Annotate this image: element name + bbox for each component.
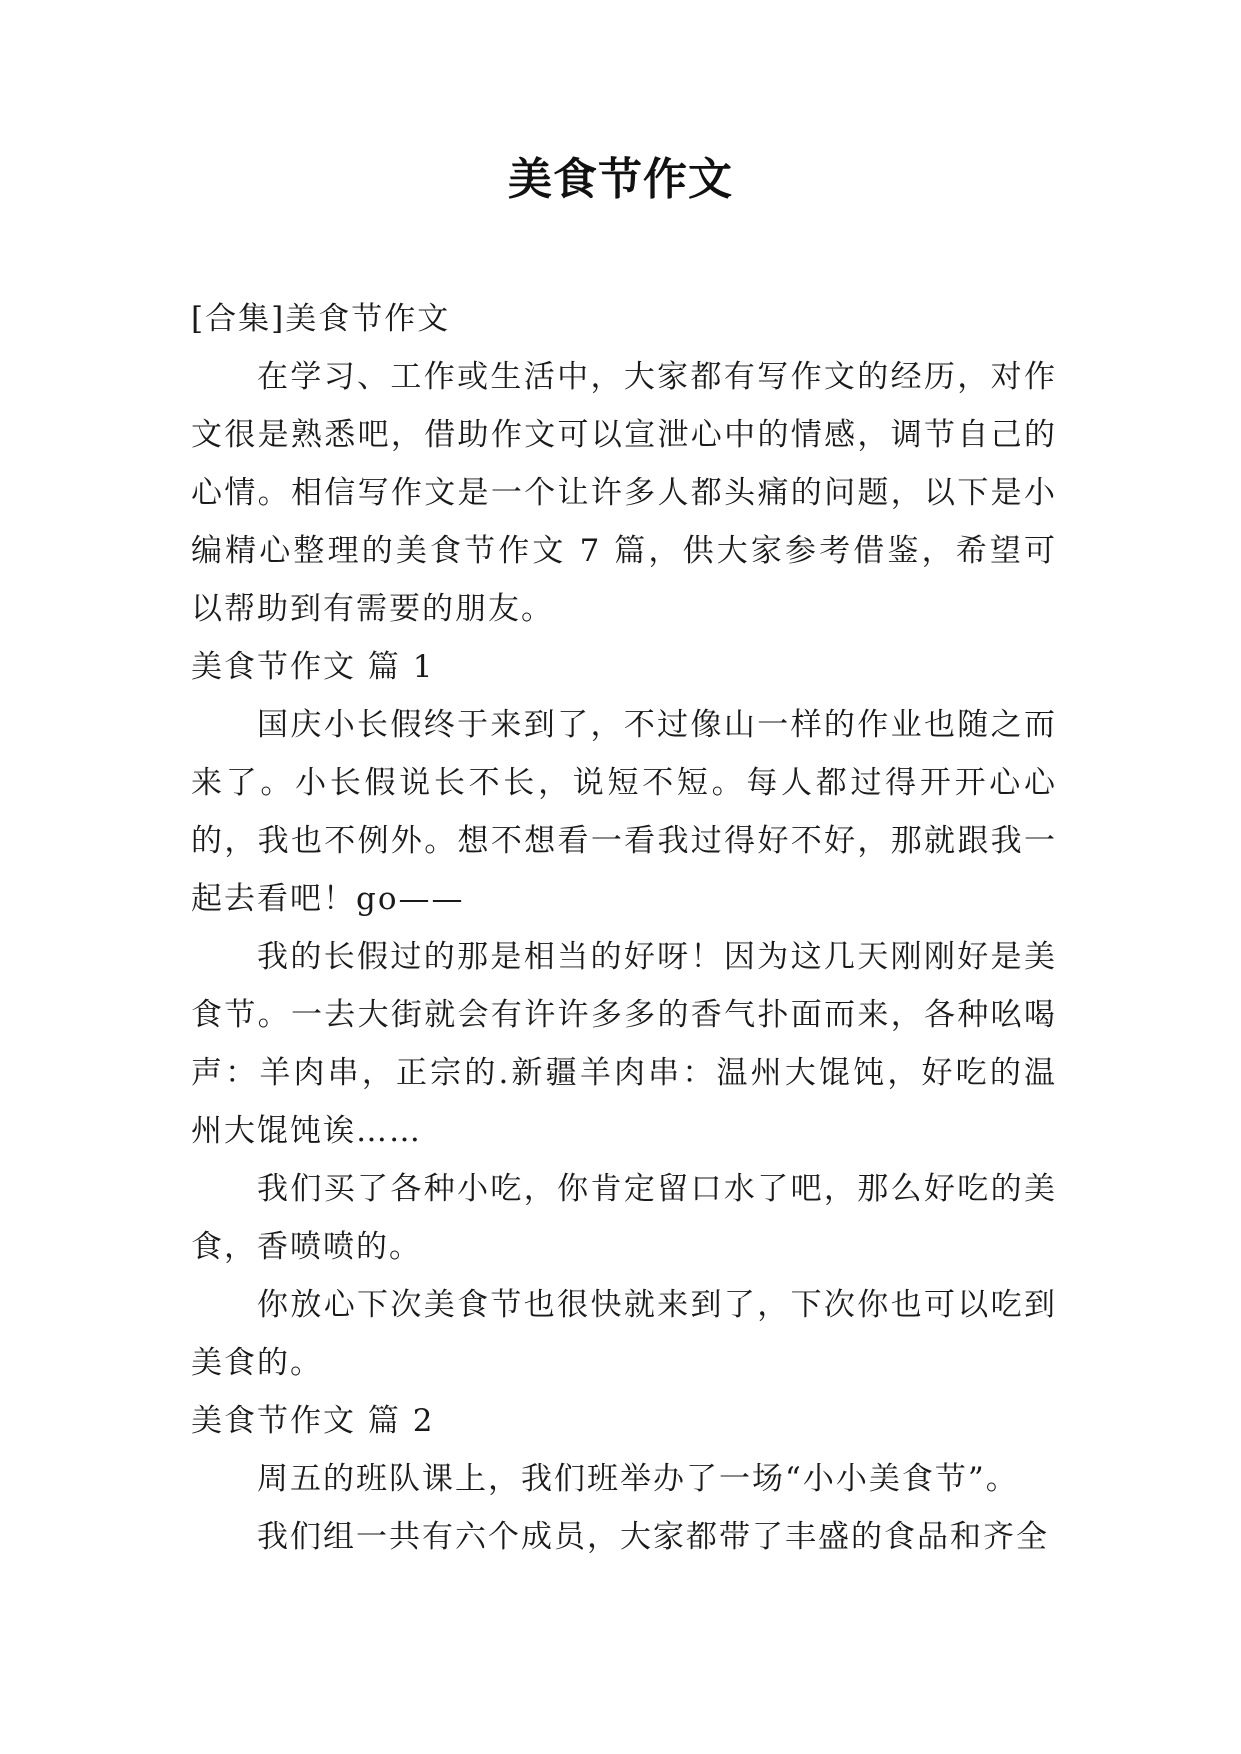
paragraph: 国庆小长假终于来到了，不过像山一样的作业也随之而来了。小长假说长不长，说短不短。每人都过得开开心心的，我也不例外。想不想看一看我过得好不好，那就跟我一起去看吧！go—— — [191, 707, 1057, 917]
intro-paragraph: 在学习、工作或生活中，大家都有写作文的经历，对作文很是熟悉吧，借助作文可以宣泄心中的情感，调节自己的心情。相信写作文是一个让许多人都头痛的问题，以下是小编精心整理的美食节作文 7 篇，供大家参考借鉴，希望可以帮助到有需要的朋友。 — [191, 359, 1057, 627]
section-heading: 美食节作文 篇 2 — [191, 1403, 435, 1439]
paragraph: 你放心下次美食节也很快就来到了，下次你也可以吃到美食的。 — [191, 1287, 1057, 1381]
intro-heading: [合集]美食节作文 — [191, 301, 451, 337]
paragraph: 我的长假过的那是相当的好呀！因为这几天刚刚好是美食节。一去大街就会有许许多多的香气扑面而来，各种吆喝声：羊肉串，正宗的.新疆羊肉串：温州大馄饨，好吃的温州大馄饨诶…… — [191, 939, 1057, 1149]
section-heading: 美食节作文 篇 1 — [191, 649, 435, 685]
document-body — [191, 290, 1057, 1566]
paragraph: 我们买了各种小吃，你肯定留口水了吧，那么好吃的美食，香喷喷的。 — [191, 1171, 1057, 1265]
paragraph: 我们组一共有六个成员，大家都带了丰盛的食品和齐全 — [257, 1519, 1049, 1555]
paragraph: 周五的班队课上，我们班举办了一场“小小美食节”。 — [257, 1461, 1019, 1497]
document-title: 美食节作文 — [508, 154, 733, 205]
